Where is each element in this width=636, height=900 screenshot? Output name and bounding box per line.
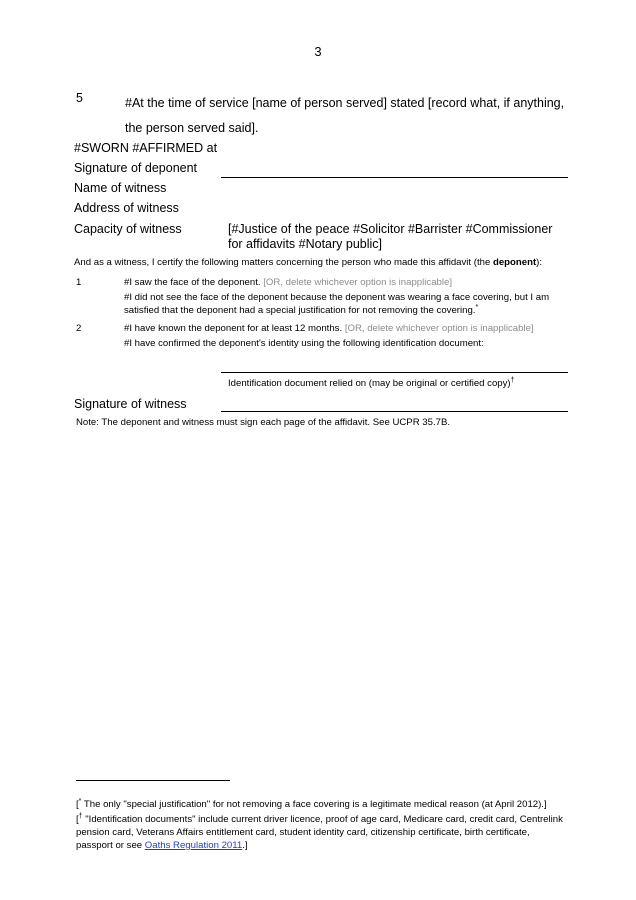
certify-item-2-option-b: #I have confirmed the deponent's identity using the following identification document: <box>124 338 484 349</box>
id-document-caption: Identification document relied on (may be original or certified copy)† <box>228 376 515 389</box>
signature-of-deponent-label: Signature of deponent <box>74 161 198 175</box>
signing-note: Note: The deponent and witness must sign each page of the affidavit. See UCPR 35.7B. <box>76 417 451 428</box>
option-note: [OR, delete whichever option is inapplicable] <box>263 277 453 288</box>
deponent-term: deponent <box>492 257 537 268</box>
id-document-line[interactable] <box>221 372 568 373</box>
name-of-witness-label: Name of witness <box>74 181 167 195</box>
footnote-2: [† "Identification documents" include current driver licence, proof of age card, Medicare card, credit card, Centrelink pension card, Veterans Affairs entitlement card, student identity card, citizenship certificate, birth certificate, passport or see Oaths Regulation 2011.] <box>76 812 563 851</box>
certify-item-1-number: 1 <box>76 277 82 288</box>
footnote-2-mark: † <box>78 812 83 820</box>
footnote-ref-dagger: † <box>510 376 515 384</box>
option-note: [OR, delete whichever option is inapplicable] <box>344 323 534 334</box>
footnote-1: [* The only "special justification" for not removing a face covering is a legitimate medical reason (at April 2012).] <box>76 797 547 810</box>
sworn-affirmed-label: #SWORN #AFFIRMED at <box>74 141 218 155</box>
capacity-of-witness-label: Capacity of witness <box>74 222 182 236</box>
page-number: 3 <box>314 44 322 59</box>
certify-item-2-number: 2 <box>76 323 82 334</box>
signature-of-witness-line[interactable] <box>221 411 568 412</box>
footnote-ref-star: * <box>475 303 479 311</box>
capacity-of-witness-value: [#Justice of the peace #Solicitor #Barrister #Commissioner for affidavits #Notary public] <box>228 222 553 251</box>
signature-of-witness-label: Signature of witness <box>74 397 187 411</box>
signature-of-deponent-line[interactable] <box>221 177 568 178</box>
footnote-1-mark: * <box>78 797 82 805</box>
certify-intro: And as a witness, I certify the following matters concerning the person who made this affidavit (the deponent): <box>74 257 543 268</box>
certify-item-2-option-a: #I have known the deponent for at least 12 months. [OR, delete whichever option is inapplicable] <box>124 323 534 334</box>
oaths-regulation-link[interactable]: Oaths Regulation 2011 <box>144 840 243 851</box>
footnote-separator <box>76 780 230 781</box>
certify-item-1-option-b: #I did not see the face of the deponent because the deponent was wearing a face covering, but I am satisfied that the deponent had a special justification for not removing the covering.* <box>124 292 550 316</box>
paragraph-number: 5 <box>76 91 83 105</box>
address-of-witness-label: Address of witness <box>74 201 179 215</box>
paragraph-text: #At the time of service [name of person served] stated [record what, if anything, the person served said]. <box>125 96 565 135</box>
certify-item-1-option-a: #I saw the face of the deponent. [OR, delete whichever option is inapplicable] <box>124 277 453 288</box>
